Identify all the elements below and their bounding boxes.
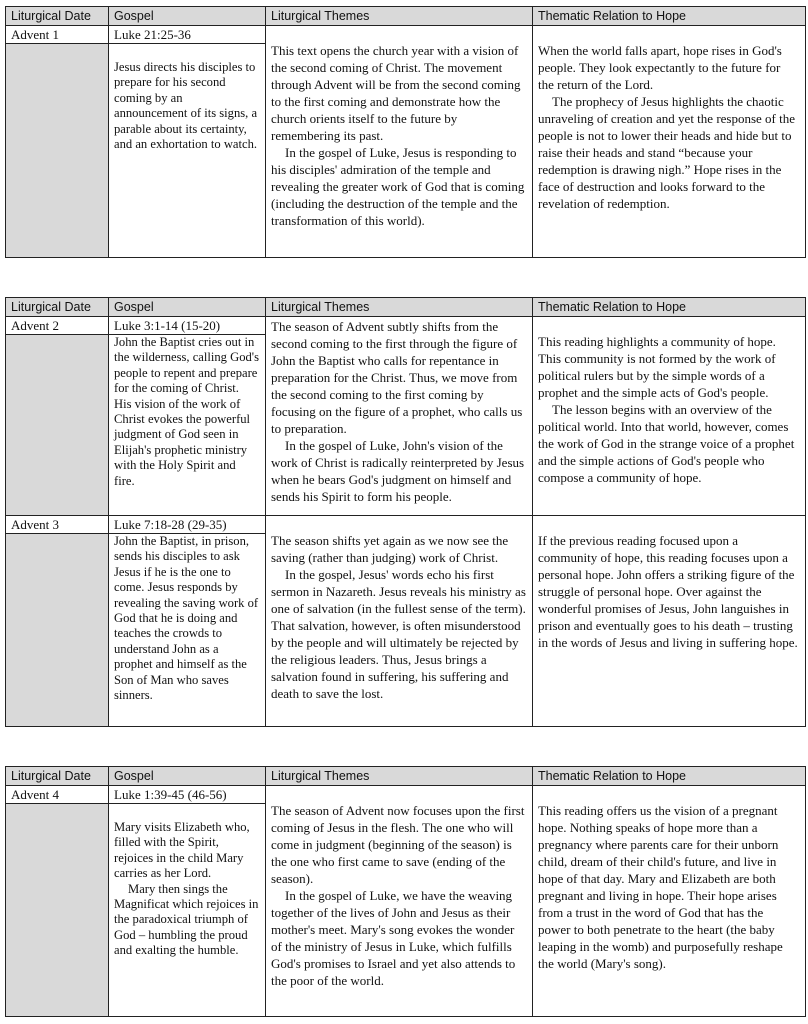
header-liturgical-themes: Liturgical Themes — [266, 298, 533, 317]
advent-2-reference: Luke 3:1-14 (15-20) — [109, 317, 266, 335]
advent-3-title-row — [6, 516, 806, 534]
header-gospel: Gospel — [109, 767, 266, 786]
advent-3-date-cell — [6, 534, 109, 727]
advent-4-date: Advent 4 — [6, 786, 109, 804]
advent-4-date-cell — [6, 804, 109, 1017]
advent-3-themes: The season shifts yet again as we now see the saving (rather than judging) work of Christ. In the gospel, Jesus' words echo his first sermon in Nazareth. Jesus reveals his ministry as one of salvation (in the fullest sense of the term). That salvation, however, is often misunderstood by the people and will ultimately be rejected by the religious leaders. Thus, Jesus brings a salvation found in suffering, his suffering and death to save the lost. — [266, 516, 533, 727]
header-row — [6, 298, 806, 317]
advent-1-date: Advent 1 — [6, 26, 109, 44]
header-row — [6, 767, 806, 786]
advent-2-date: Advent 2 — [6, 317, 109, 335]
advent-2-3-table — [5, 297, 806, 727]
advent-1-hope: When the world falls apart, hope rises in God's people. They look expectantly to the future for the return of the Lord. The prophecy of Jesus highlights the chaotic unraveling of creation and yet the response of the people is not to lower their heads and hide but to raise their heads and stand “because your redemption is drawing nigh.” Hope rises in the face of destruction and looks forward to the revelation of redemption. — [533, 26, 806, 258]
advent-2-gospel: John the Baptist cries out in the wilderness, calling God's people to repent and prepare for the coming of Christ. His vision of the work of Christ evokes the powerful judgment of God seen in Elijah's prophetic ministry with the Holy Spirit and fire. — [109, 335, 266, 516]
header-liturgical-date: Liturgical Date — [6, 298, 109, 317]
header-liturgical-themes: Liturgical Themes — [266, 767, 533, 786]
header-liturgical-themes: Liturgical Themes — [266, 7, 533, 26]
advent-1-date-cell — [6, 44, 109, 258]
advent-4-themes: The season of Advent now focuses upon the first coming of Jesus in the flesh. The one who will come in judgment (beginning of the season) is the one who first came to save (ending of the season). In the gospel of Luke, we have the weaving together of the lives of John and Jesus as their mother's meet. Mary's song evokes the wonder of the ministry of Jesus in Luke, which fulfills God's promises to Israel and yet also attends to the poor of the world. — [266, 786, 533, 1017]
advent-1-table — [5, 6, 806, 258]
advent-4-reference: Luke 1:39-45 (46-56) — [109, 786, 266, 804]
advent-3-gospel: John the Baptist, in prison, sends his disciples to ask Jesus if he is the one to come. Jesus responds by revealing the saving work of God that he is doing and teaches the crowds to understand John as a prophet and himself as the Son of Man who saves sinners. — [109, 534, 266, 727]
advent-3-hope: If the previous reading focused upon a community of hope, this reading focuses upon a personal hope. John offers a striking figure of the struggle of personal hope. Over against the wonderful promises of Jesus, John languishes in prison and eventually goes to his death – trusting in the words of Jesus and living in suffering hope. — [533, 516, 806, 727]
header-gospel: Gospel — [109, 298, 266, 317]
header-liturgical-date: Liturgical Date — [6, 7, 109, 26]
advent-4-table — [5, 766, 806, 1017]
advent-4-gospel: Mary visits Elizabeth who, filled with the Spirit, rejoices in the child Mary carries as her Lord. Mary then sings the Magnificat which rejoices in the paradoxical triumph of God – humbling the proud and exalting the humble. — [109, 804, 266, 1017]
advent-4-title-row — [6, 786, 806, 804]
header-thematic-relation: Thematic Relation to Hope — [533, 298, 806, 317]
header-row — [6, 7, 806, 26]
advent-1-gospel: Jesus directs his disciples to prepare for his second coming by an announcement of its signs, a parable about its certainty, and an exhortation to watch. — [109, 44, 266, 258]
advent-1-title-row — [6, 26, 806, 44]
header-liturgical-date: Liturgical Date — [6, 767, 109, 786]
advent-1-themes: This text opens the church year with a vision of the second coming of Christ. The movement through Advent will be from the second coming to the first coming and demonstrate how the church orients itself to the future by remembering its past. In the gospel of Luke, Jesus is responding to his disciples' admiration of the temple and revealing the greater work of God that is coming (including the destruction of the temple and the transformation of this world). — [266, 26, 533, 258]
advent-2-hope: This reading highlights a community of hope. This community is not formed by the work of political rulers but by the simple words of a prophet and the simple acts of God's people. The lesson begins with an overview of the political world. Into that world, however, comes the work of God in the strange voice of a prophet and the simple actions of God's people who compose a community of hope. — [533, 317, 806, 516]
advent-3-reference: Luke 7:18-28 (29-35) — [109, 516, 266, 534]
advent-2-date-cell — [6, 335, 109, 516]
advent-4-hope: This reading offers us the vision of a pregnant hope. Nothing speaks of hope more than a pregnancy where parents care for their unborn child, dream of their child's future, and live in hope of that day. Mary and Elizabeth are both pregnant and living in hope. Their hope arises from a trust in the word of God that has the power to both penetrate to the heart (the baby leaping in the womb) and purposefully reshape the world (Mary's song). — [533, 786, 806, 1017]
advent-2-themes: The season of Advent subtly shifts from the second coming to the first through the figure of John the Baptist who calls for repentance in preparation for the Christ. Thus, we move from the second coming to the first coming by focusing on the figure of a prophet, who calls us to preparation. In the gospel of Luke, John's vision of the work of Christ is radically reinterpreted by Jesus when he bears God's judgment on himself and sends his Spirit to form his people. — [266, 317, 533, 516]
advent-2-title-row — [6, 317, 806, 335]
header-thematic-relation: Thematic Relation to Hope — [533, 7, 806, 26]
advent-3-date: Advent 3 — [6, 516, 109, 534]
header-gospel: Gospel — [109, 7, 266, 26]
header-thematic-relation: Thematic Relation to Hope — [533, 767, 806, 786]
advent-1-reference: Luke 21:25-36 — [109, 26, 266, 44]
